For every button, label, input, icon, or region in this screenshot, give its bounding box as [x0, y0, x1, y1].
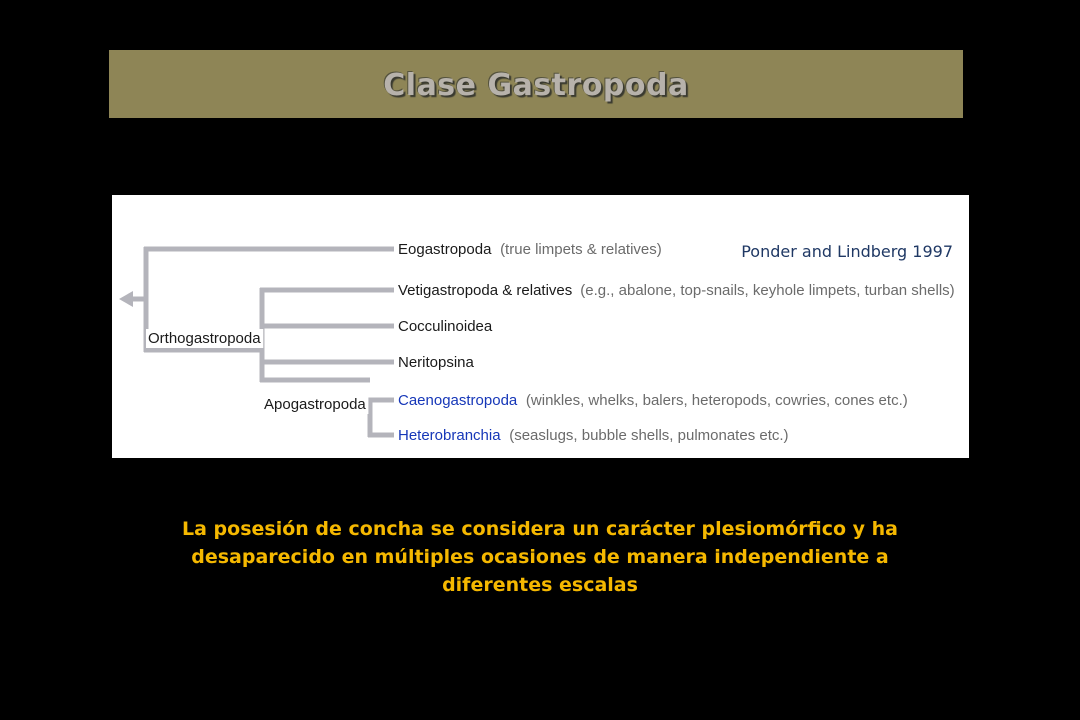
caption-line-1: La posesión de concha se considera un carácter plesiomórfico y ha — [182, 518, 898, 540]
taxon-label-heterobranchia: Heterobranchia — [398, 427, 501, 444]
phylogenetic-tree — [112, 195, 969, 458]
taxon-note-caenogastropoda: (winkles, whelks, balers, heteropods, cowries, cones etc.) — [525, 392, 908, 409]
taxon-label-cocculinoidea: Cocculinoidea — [398, 318, 493, 335]
tree-labels — [146, 241, 955, 444]
taxon-label-caenogastropoda: Caenogastropoda — [398, 392, 518, 409]
node-label-apogastropoda: Apogastropoda — [264, 396, 366, 413]
node-label-orthogastropoda: Orthogastropoda — [148, 330, 261, 347]
caption-line-3: diferentes escalas — [442, 574, 638, 596]
root-arrow — [119, 291, 133, 307]
citation: Ponder and Lindberg 1997 — [741, 242, 953, 261]
taxon-label-eogastropoda: Eogastropoda — [398, 241, 492, 258]
taxon-note-eogastropoda: (true limpets & relatives) — [500, 241, 662, 258]
taxon-label-neritopsina: Neritopsina — [398, 354, 474, 371]
taxon-note-vetigastropoda-relatives: (e.g., abalone, top-snails, keyhole limpets, turban shells) — [580, 282, 955, 299]
caption-line-2: desaparecido en múltiples ocasiones de manera independiente a — [191, 546, 889, 568]
title-bar — [109, 50, 963, 118]
taxon-label-vetigastropoda-relatives: Vetigastropoda & relatives — [398, 282, 573, 299]
slide-caption — [60, 515, 1020, 599]
taxon-note-heterobranchia: (seaslugs, bubble shells, pulmonates etc.) — [509, 427, 789, 444]
phylogeny-figure — [112, 195, 969, 458]
slide-title: Clase Gastropoda — [383, 68, 689, 103]
